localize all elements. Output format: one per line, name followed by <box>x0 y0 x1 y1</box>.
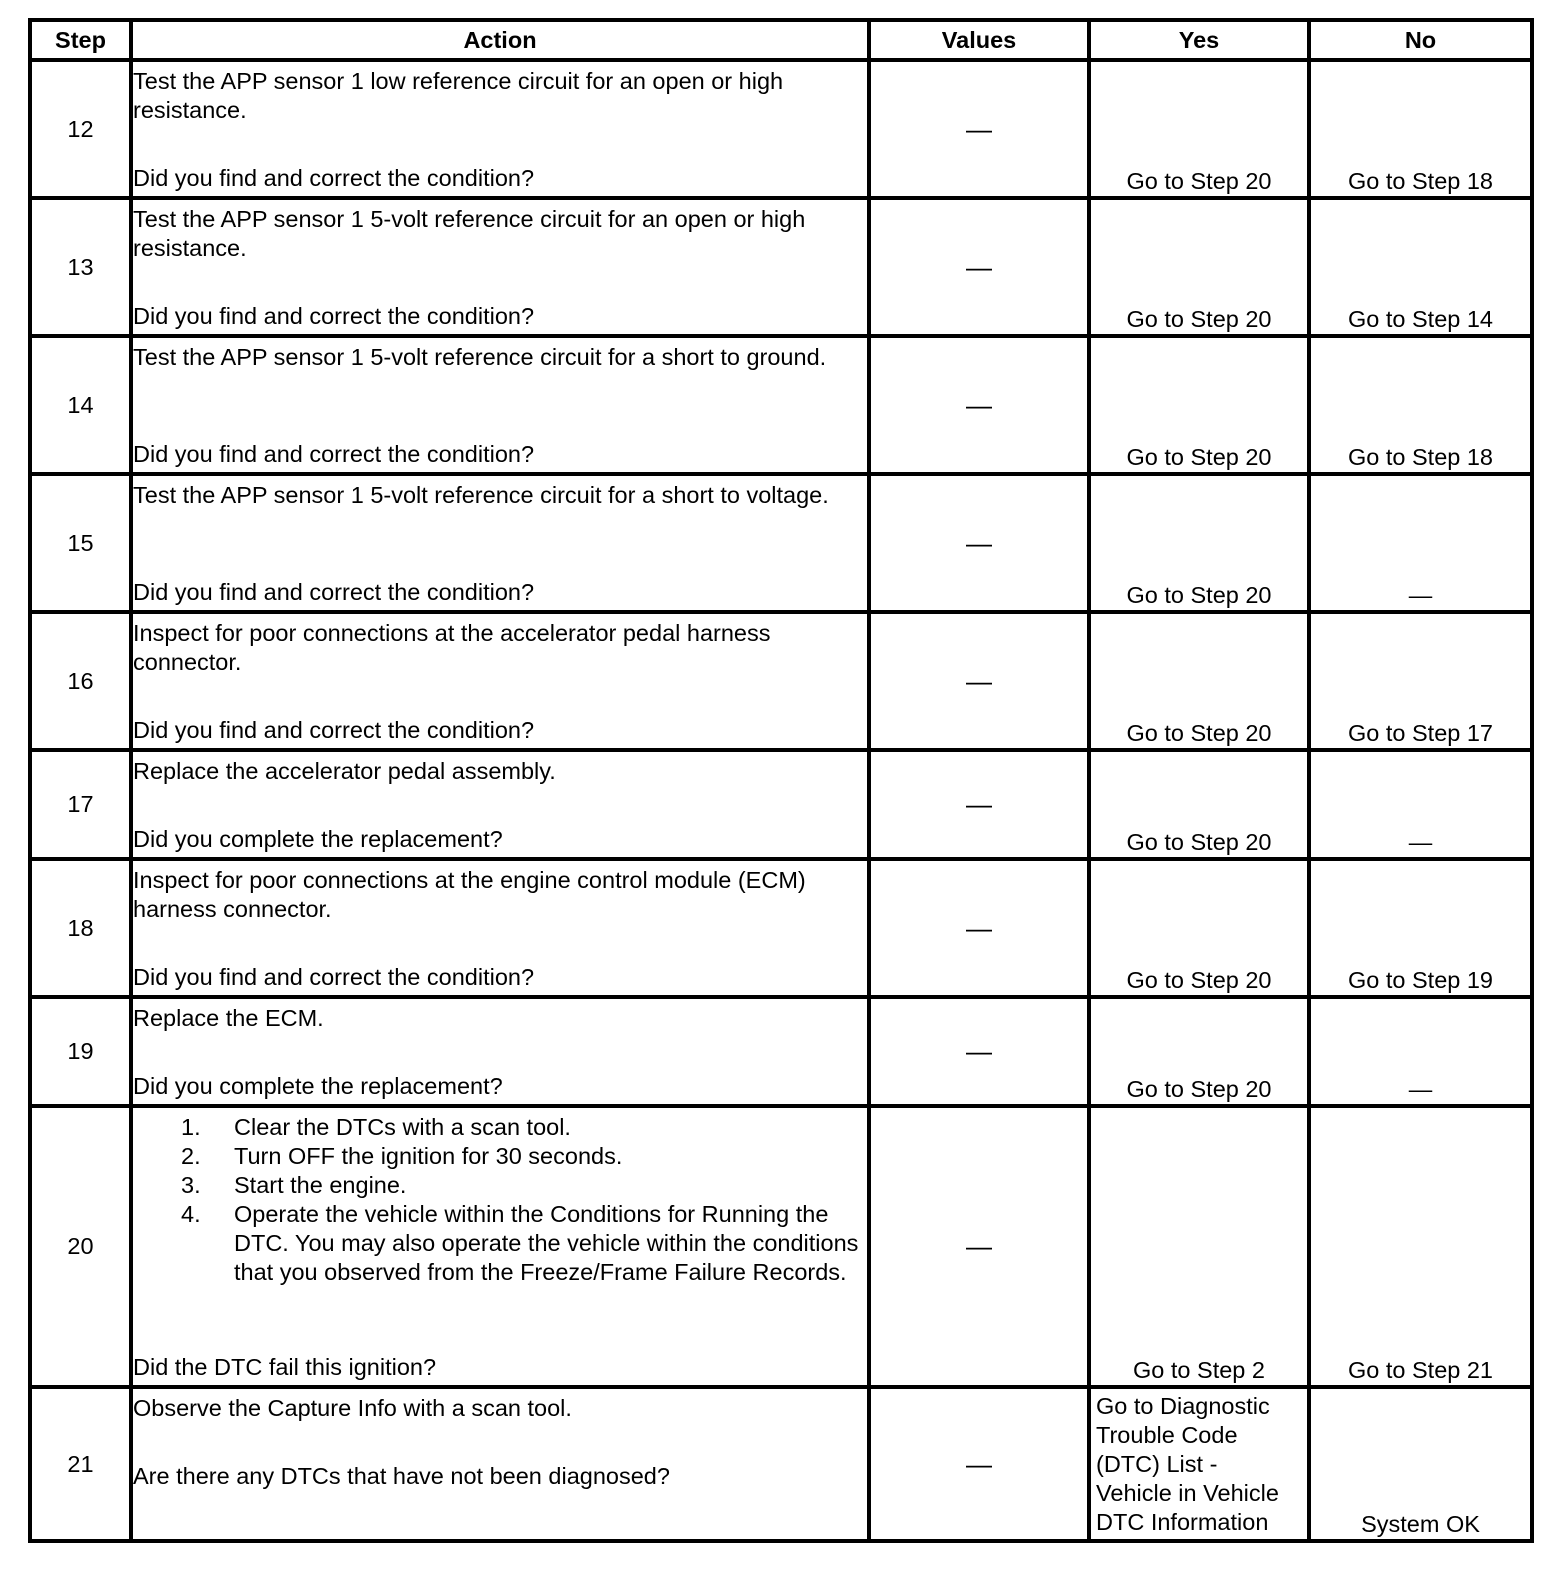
header-no: No <box>1309 20 1532 60</box>
values-cell: — <box>869 1106 1089 1387</box>
action-instruction: Inspect for poor connections at the engine control module (ECM) harness connector. <box>133 867 806 922</box>
action-instruction: Replace the ECM. <box>133 1005 324 1031</box>
action-step-list <box>133 1108 867 1287</box>
list-item-number: 3. <box>181 1172 201 1198</box>
action-question: Did you find and correct the condition? <box>133 579 535 605</box>
action-cell <box>131 198 869 336</box>
yes-line: (DTC) List - <box>1096 1451 1218 1477</box>
action-cell <box>131 859 869 997</box>
table-row <box>30 612 1532 750</box>
table-row <box>30 1106 1532 1387</box>
action-question: Did you find and correct the condition? <box>133 717 535 743</box>
diagnostic-page <box>28 18 1530 1543</box>
list-item <box>181 1200 867 1287</box>
diagnostic-table <box>28 18 1534 1543</box>
header-yes: Yes <box>1089 20 1309 60</box>
no-cell: — <box>1309 750 1532 859</box>
list-item-text: Operate the vehicle within the Conditions for Running the DTC. You may also operate the vehicle within the conditions that you observed from the Freeze/Frame Failure Records. <box>234 1201 859 1285</box>
action-instruction: Test the APP sensor 1 5-volt reference circuit for an open or high resistance. <box>133 206 806 261</box>
action-question: Are there any DTCs that have not been diagnosed? <box>133 1463 670 1489</box>
values-cell: — <box>869 336 1089 474</box>
values-cell: — <box>869 474 1089 612</box>
table-row <box>30 750 1532 859</box>
table-row <box>30 198 1532 336</box>
yes-line: Go to Diagnostic <box>1096 1393 1270 1419</box>
no-cell: System OK <box>1309 1387 1532 1541</box>
values-cell: — <box>869 198 1089 336</box>
no-cell: Go to Step 17 <box>1309 612 1532 750</box>
header-row <box>30 20 1532 60</box>
values-cell: — <box>869 60 1089 198</box>
action-instruction: Test the APP sensor 1 5-volt reference circuit for a short to ground. <box>133 344 827 370</box>
list-item-text: Start the engine. <box>234 1172 407 1198</box>
yes-cell: Go to Step 20 <box>1089 750 1309 859</box>
action-question: Did the DTC fail this ignition? <box>133 1354 437 1380</box>
no-cell: — <box>1309 997 1532 1106</box>
action-question: Did you find and correct the condition? <box>133 303 535 329</box>
step-number: 17 <box>30 750 131 859</box>
yes-cell: Go to Step 20 <box>1089 612 1309 750</box>
action-cell <box>131 474 869 612</box>
step-number: 20 <box>30 1106 131 1387</box>
step-number: 18 <box>30 859 131 997</box>
list-item-text: Clear the DTCs with a scan tool. <box>234 1114 571 1140</box>
yes-line: Vehicle in Vehicle <box>1096 1480 1279 1506</box>
table-row <box>30 474 1532 612</box>
no-cell: Go to Step 18 <box>1309 336 1532 474</box>
table-row <box>30 336 1532 474</box>
no-cell: Go to Step 21 <box>1309 1106 1532 1387</box>
action-cell <box>131 750 869 859</box>
action-cell <box>131 1106 869 1387</box>
action-cell <box>131 612 869 750</box>
table-row <box>30 60 1532 198</box>
action-cell <box>131 1387 869 1541</box>
list-item <box>181 1171 867 1200</box>
header-step: Step <box>30 20 131 60</box>
values-cell: — <box>869 1387 1089 1541</box>
values-cell: — <box>869 750 1089 859</box>
yes-cell: Go to Step 20 <box>1089 997 1309 1106</box>
no-cell: — <box>1309 474 1532 612</box>
action-question: Did you find and correct the condition? <box>133 441 535 467</box>
step-number: 13 <box>30 198 131 336</box>
yes-cell: Go to Step 20 <box>1089 859 1309 997</box>
header-action: Action <box>131 20 869 60</box>
list-item <box>181 1142 867 1171</box>
action-instruction: Test the APP sensor 1 5-volt reference circuit for a short to voltage. <box>133 482 829 508</box>
yes-line: DTC Information <box>1096 1509 1269 1535</box>
table-row <box>30 1387 1532 1541</box>
table-row <box>30 997 1532 1106</box>
action-instruction: Observe the Capture Info with a scan tool. <box>133 1395 572 1421</box>
yes-cell: Go to Step 2 <box>1089 1106 1309 1387</box>
action-cell <box>131 997 869 1106</box>
yes-line: Trouble Code <box>1096 1422 1238 1448</box>
yes-cell: Go to Step 20 <box>1089 474 1309 612</box>
step-number: 12 <box>30 60 131 198</box>
no-cell: Go to Step 18 <box>1309 60 1532 198</box>
values-cell: — <box>869 859 1089 997</box>
yes-cell: Go to Step 20 <box>1089 198 1309 336</box>
action-cell <box>131 336 869 474</box>
table-row <box>30 859 1532 997</box>
list-item <box>181 1113 867 1142</box>
list-item-number: 2. <box>181 1143 201 1169</box>
yes-cell <box>1089 1387 1309 1541</box>
action-instruction: Replace the accelerator pedal assembly. <box>133 758 556 784</box>
action-question: Did you find and correct the condition? <box>133 964 535 990</box>
step-number: 15 <box>30 474 131 612</box>
action-question: Did you find and correct the condition? <box>133 165 535 191</box>
list-item-number: 1. <box>181 1114 201 1140</box>
list-item-text: Turn OFF the ignition for 30 seconds. <box>234 1143 623 1169</box>
yes-cell: Go to Step 20 <box>1089 336 1309 474</box>
action-instruction: Inspect for poor connections at the accelerator pedal harness connector. <box>133 620 771 675</box>
step-number: 21 <box>30 1387 131 1541</box>
no-cell: Go to Step 14 <box>1309 198 1532 336</box>
action-question: Did you complete the replacement? <box>133 826 503 852</box>
yes-cell: Go to Step 20 <box>1089 60 1309 198</box>
action-instruction: Test the APP sensor 1 low reference circuit for an open or high resistance. <box>133 68 784 123</box>
values-cell: — <box>869 997 1089 1106</box>
action-cell <box>131 60 869 198</box>
step-number: 16 <box>30 612 131 750</box>
step-number: 19 <box>30 997 131 1106</box>
values-cell: — <box>869 612 1089 750</box>
no-cell: Go to Step 19 <box>1309 859 1532 997</box>
step-number: 14 <box>30 336 131 474</box>
action-question: Did you complete the replacement? <box>133 1073 503 1099</box>
list-item-number: 4. <box>181 1201 201 1227</box>
header-values: Values <box>869 20 1089 60</box>
